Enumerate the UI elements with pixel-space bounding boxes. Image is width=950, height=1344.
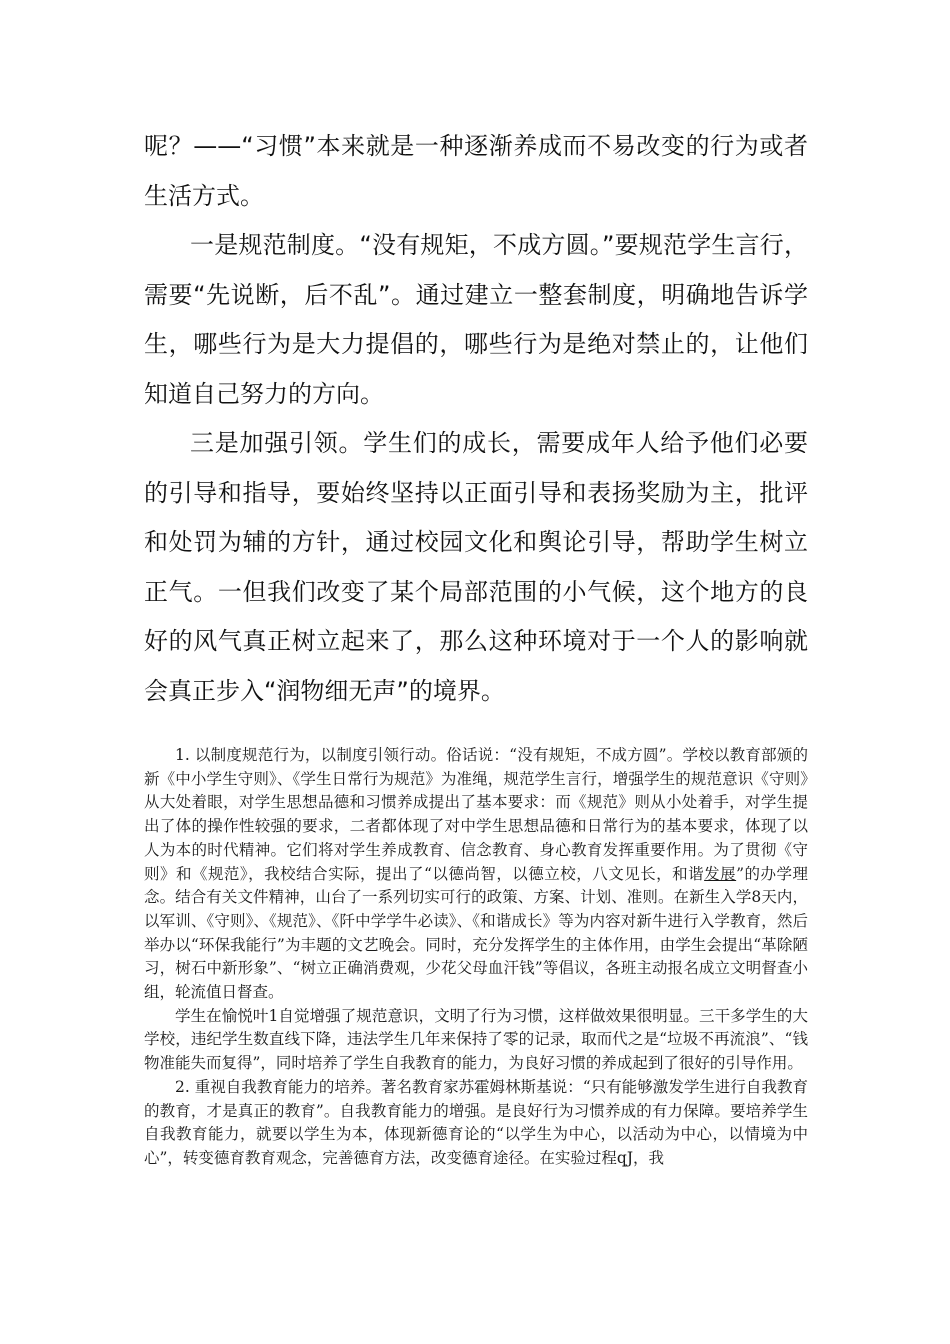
paragraph-guidance: 三是加强引领。学生们的成长，需要成年人给予他们必要的引导和指导，要始终坚持以正面引导和表扬奖励为主，批评和处罚为辅的方针，通过校园文化和舆论引导，帮助学生树立正气。一但我们改变了某个局部范围的小气候，这个地方的良好的风气真正树立起来了，那么这种环境对于一个人的影响就会真正步入“润物细无声”的境界。 (144, 429, 808, 705)
paragraph-rules: 一是规范制度。“没有规矩，不成方圆。”要规范学生言行，需要“先说断，后不乱”。通过建立一整套制度，明确地告诉学生，哪些行为是大力提倡的，哪些行为是绝对禁止的，让他们知道自己努力的方向。 (144, 231, 808, 408)
paragraph-system-part2: ”的办学理念。结合有关文件精神，山台了一系列切实可行的政策、方案、计划、准则。在新生入学8天内，以军训、《守则》、《规范》、《阡中学学牛必读》、《和谐成长》等为内容对新牛进行入学教育，然后举办以“环保我能行”为丰题的文艺晚会。同时，充分发挥学生的主体作用，由学生会提出“革除陋习，树石中新形象”、“树立正确消费观，少花父母血汗钱”等倡议，各班主动报名成立文明督查小组，轮流值日督查。 (144, 864, 808, 1002)
paragraph-system-part1: 1. 以制度规范行为，以制度引领行动。俗话说：“没有规矩，不成方圆”。学校以教育部颁的新《中小学生守则》、《学生日常行为规范》为准绳，规范学生言行，增强学生的规范意识《守则》从大处着眼，对学生思想品德和习惯养成提出了基本要求：而《规范》则从小处着手，对学生提出了体的操作性较强的要求，二者都体现了对中学生思想品德和日常行为的基本要求，体现了以人为本的时代精神。它们将对学生养成教育、信念教育、身心教育发挥重要作用。为了贯彻《守则》和《规范》，我校结合实际，提出了“以德尚智，以德立校，八文见长，和谐 (144, 746, 808, 883)
paragraph-effect: 学生在愉悦叶1自觉增强了规范意识，文明了行为习惯，这样做效果很明显。三干多学生的大学校，违纪学生数直线下降，违法学生几年来保持了零的记录，取而代之是“垃圾不再流浪”、“钱物准能失而复得”，同时培养了学生自我教育的能力，为良好习惯的养成起到了很好的引导作用。 (144, 1006, 808, 1073)
large-text-block (144, 122, 808, 716)
paragraph-self-education: 2. 重视自我教育能力的培养。著名教育家苏霍姆林斯基说：“只有能够激发学生进行自我教育的教育，才是真正的教育”。自我教育能力的增强。是良好行为习惯养成的有力保障。要培养学生自我教育能力，就要以学生为本，体现新德育论的“以学生为中心，以活动为中心，以情境为中心”，转变德育教育观念，完善德育方法，改变德育途径。在实验过程qJ，我 (144, 1077, 808, 1167)
paragraph-system (144, 744, 808, 1005)
paragraph-habit: 呢？——“习惯”本来就是一种逐渐养成而不易改变的行为或者生活方式。 (144, 132, 808, 210)
development-link[interactable]: 发展 (704, 864, 737, 883)
small-text-block (144, 744, 808, 1171)
